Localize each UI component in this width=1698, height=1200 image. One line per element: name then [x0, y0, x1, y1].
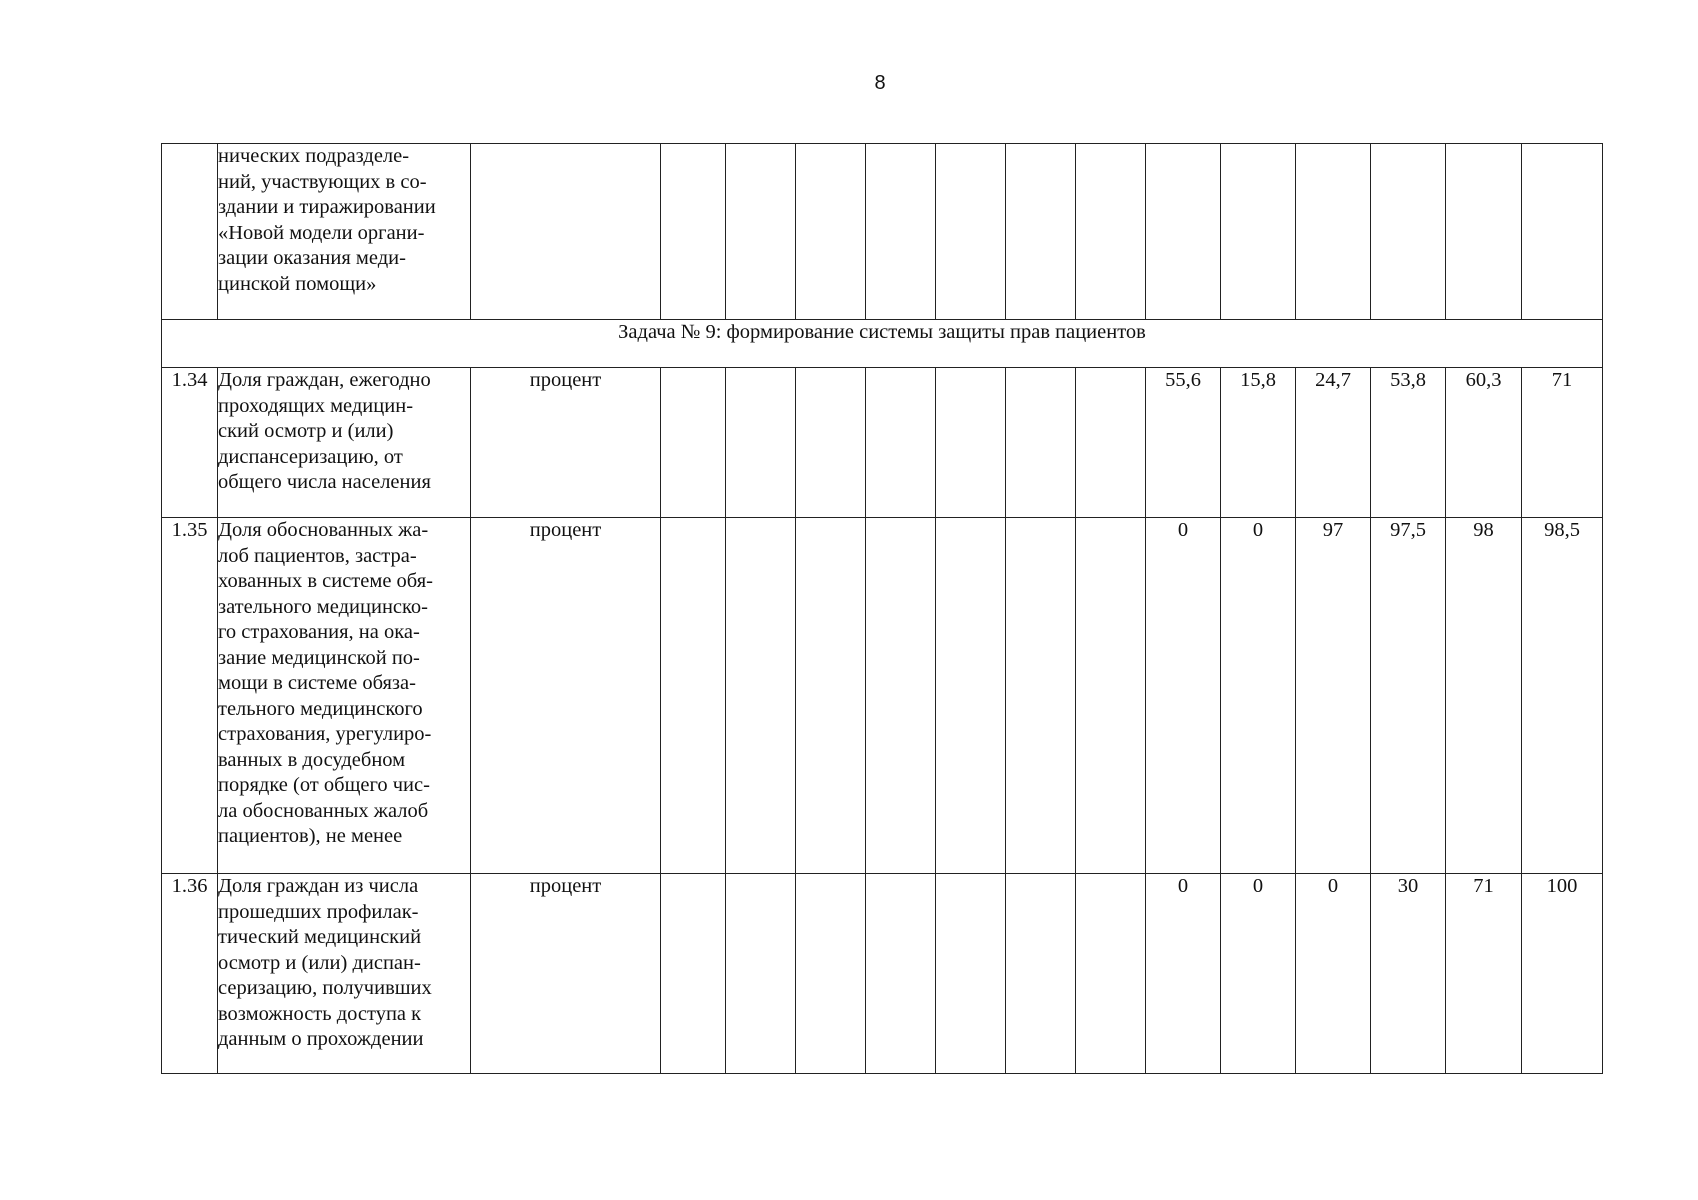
value-cell: 60,3 — [1446, 368, 1522, 518]
empty-cell — [936, 874, 1006, 1074]
description-line: проходящих медицин- — [218, 394, 414, 417]
empty-cell — [726, 518, 796, 874]
empty-cell — [866, 144, 936, 320]
value-cell: 0 — [1146, 518, 1221, 874]
indicator-description — [218, 518, 471, 874]
empty-cell — [661, 368, 726, 518]
description-line: общего числа населения — [218, 471, 431, 493]
empty-cell — [661, 144, 726, 320]
description-line: мощи в системе обяза- — [218, 672, 416, 694]
value-cell: 0 — [1296, 874, 1371, 1074]
description-line: серизацию, получивших — [218, 977, 432, 999]
description-line: нических подразделе- — [218, 145, 410, 167]
value-cell — [1446, 144, 1522, 320]
description-line: осмотр и (или) диспан- — [218, 951, 421, 974]
indicator-description — [218, 874, 471, 1074]
value-cell: 71 — [1522, 368, 1603, 518]
unit-cell: процент — [471, 874, 661, 1074]
description-line: го страхования, на ока- — [218, 621, 420, 643]
value-cell: 24,7 — [1296, 368, 1371, 518]
empty-cell — [661, 518, 726, 874]
empty-cell — [1006, 518, 1076, 874]
value-cell — [1296, 144, 1371, 320]
description-line: возможность доступа к — [218, 1002, 422, 1025]
empty-cell — [796, 144, 866, 320]
value-cell: 15,8 — [1221, 368, 1296, 518]
empty-cell — [1076, 518, 1146, 874]
description-line: пациентов), не менее — [218, 825, 403, 847]
empty-cell — [726, 368, 796, 518]
empty-cell — [1076, 368, 1146, 518]
value-cell: 100 — [1522, 874, 1603, 1074]
task-heading-row — [162, 320, 1603, 368]
value-cell: 97 — [1296, 518, 1371, 874]
row-number-cell — [162, 144, 218, 320]
empty-cell — [796, 368, 866, 518]
value-cell: 98 — [1446, 518, 1522, 874]
empty-cell — [866, 874, 936, 1074]
description-line: порядке (от общего чис- — [218, 774, 430, 796]
value-cell — [1221, 144, 1296, 320]
description-line: зации оказания меди- — [218, 247, 406, 269]
empty-cell — [936, 518, 1006, 874]
description-line: Доля граждан, ежегодно — [218, 369, 431, 391]
value-cell: 97,5 — [1371, 518, 1446, 874]
value-cell: 53,8 — [1371, 368, 1446, 518]
description-line: здании и тиражировании — [218, 196, 436, 218]
description-line: зание медицинской по- — [218, 646, 420, 669]
description-line: тельного медицинского — [218, 697, 423, 720]
description-line: ний, участвующих в со- — [218, 170, 427, 193]
description-line: хованных в системе обя- — [218, 570, 433, 592]
empty-cell — [796, 874, 866, 1074]
empty-cell — [726, 144, 796, 320]
value-cell — [1522, 144, 1603, 320]
value-cell: 0 — [1146, 874, 1221, 1074]
description-line: лоб пациентов, застра- — [218, 544, 417, 567]
empty-cell — [1076, 874, 1146, 1074]
value-cell: 30 — [1371, 874, 1446, 1074]
description-line: диспансеризацию, от — [218, 445, 403, 468]
empty-cell — [936, 368, 1006, 518]
unit-cell: процент — [471, 518, 661, 874]
task-heading: Задача № 9: формирование системы защиты прав пациентов — [162, 320, 1603, 368]
unit-cell — [471, 144, 661, 320]
indicator-description — [218, 368, 471, 518]
value-cell: 0 — [1221, 518, 1296, 874]
value-cell: 71 — [1446, 874, 1522, 1074]
description-line: цинской помощи» — [218, 272, 377, 295]
row-number: 1.35 — [162, 518, 218, 874]
continued-row — [162, 144, 1603, 320]
value-cell: 55,6 — [1146, 368, 1221, 518]
value-cell: 98,5 — [1522, 518, 1603, 874]
empty-cell — [1076, 144, 1146, 320]
description-line: Доля граждан из числа — [218, 875, 419, 897]
description-line: тический медицинский — [218, 926, 422, 948]
indicator-description — [218, 144, 471, 320]
row-number: 1.36 — [162, 874, 218, 1074]
table-row — [162, 518, 1603, 874]
description-line: прошедших профилак- — [218, 900, 419, 923]
empty-cell — [796, 518, 866, 874]
table-row — [162, 368, 1603, 518]
empty-cell — [936, 144, 1006, 320]
description-line: ский осмотр и (или) — [218, 420, 394, 442]
page-number: 8 — [874, 72, 886, 94]
description-line: зательного медицинско- — [218, 595, 429, 618]
unit-cell: процент — [471, 368, 661, 518]
value-cell — [1371, 144, 1446, 320]
description-line: страхования, урегулиро- — [218, 723, 432, 745]
table-row — [162, 874, 1603, 1074]
value-cell: 0 — [1221, 874, 1296, 1074]
empty-cell — [1006, 144, 1076, 320]
empty-cell — [1006, 874, 1076, 1074]
description-line: Доля обоснованных жа- — [218, 519, 429, 541]
empty-cell — [661, 874, 726, 1074]
empty-cell — [866, 368, 936, 518]
description-line: данным о прохождении — [218, 1028, 424, 1050]
row-number: 1.34 — [162, 368, 218, 518]
value-cell — [1146, 144, 1221, 320]
empty-cell — [866, 518, 936, 874]
indicators-table — [161, 143, 1603, 1074]
empty-cell — [726, 874, 796, 1074]
description-line: ла обоснованных жалоб — [218, 799, 429, 822]
empty-cell — [1006, 368, 1076, 518]
description-line: ванных в досудебном — [218, 748, 406, 771]
description-line: «Новой модели органи- — [218, 221, 425, 244]
